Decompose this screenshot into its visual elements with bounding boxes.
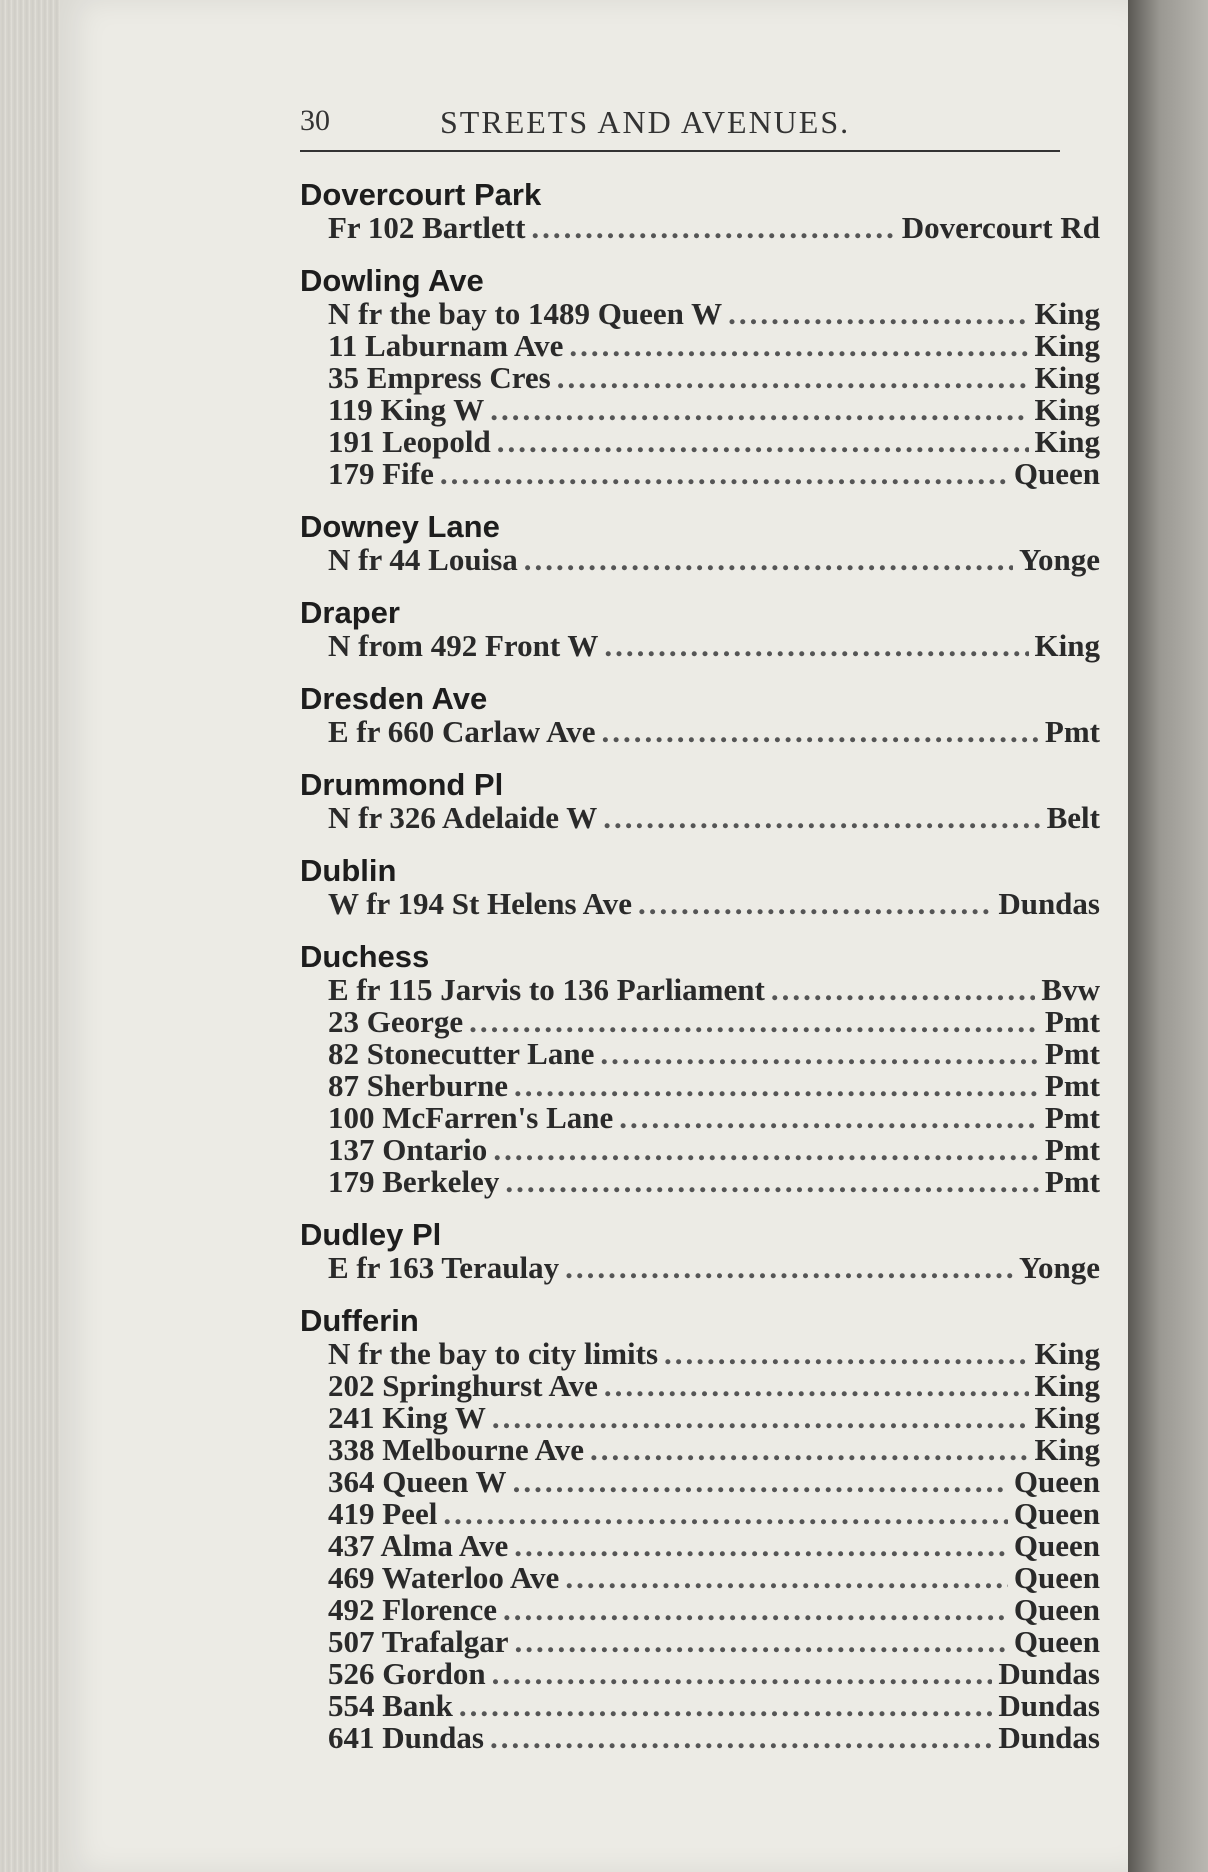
street-entry — [300, 1466, 1100, 1498]
entry-district: Yonge — [1019, 1250, 1100, 1285]
street-entry — [300, 394, 1100, 426]
street-block — [300, 1304, 1100, 1754]
entry-district: Queen — [1013, 456, 1100, 491]
entry-district: King — [1034, 296, 1100, 331]
entry-location: 202 Springhurst Ave — [328, 1368, 598, 1403]
street-entry — [300, 330, 1100, 362]
dot-leader — [565, 1252, 1013, 1284]
entry-district: Queen — [1013, 1560, 1100, 1595]
dot-leader — [531, 212, 895, 244]
street-entry — [300, 1690, 1100, 1722]
entry-location: N fr 326 Adelaide W — [328, 800, 598, 835]
entry-location: 35 Empress Cres — [328, 360, 551, 395]
street-entry — [300, 1252, 1100, 1284]
entry-district: Dundas — [998, 886, 1100, 921]
dot-leader — [440, 458, 1008, 490]
street-entry — [300, 1038, 1100, 1070]
street-name: Dublin — [300, 853, 397, 888]
street-entry — [300, 1338, 1100, 1370]
entry-district: King — [1034, 424, 1100, 459]
dot-leader — [557, 362, 1029, 394]
entry-district: King — [1034, 1336, 1100, 1371]
entry-district: Yonge — [1019, 542, 1100, 577]
entry-location: W fr 194 St Helens Ave — [328, 886, 632, 921]
entry-location: 437 Alma Ave — [328, 1528, 509, 1563]
street-entry — [300, 1134, 1100, 1166]
entry-district: King — [1034, 1400, 1100, 1435]
entry-district: Pmt — [1044, 1036, 1100, 1071]
entry-district: Dundas — [998, 1656, 1100, 1691]
entry-location: 492 Florence — [328, 1592, 498, 1627]
entry-location: Fr 102 Bartlett — [328, 210, 526, 245]
street-entry — [300, 1402, 1100, 1434]
street-entry — [300, 888, 1100, 920]
dot-leader — [513, 1466, 1008, 1498]
dot-leader — [497, 426, 1029, 458]
entry-district: King — [1034, 1368, 1100, 1403]
street-entry — [300, 802, 1100, 834]
dot-leader — [490, 394, 1028, 426]
entry-location: 419 Peel — [328, 1496, 438, 1531]
entry-district: Pmt — [1044, 1132, 1100, 1167]
entry-district: Dundas — [998, 1720, 1100, 1755]
street-name: Dresden Ave — [300, 681, 488, 716]
street-entry — [300, 1166, 1100, 1198]
entry-location: 119 King W — [328, 392, 485, 427]
street-entry — [300, 1434, 1100, 1466]
entry-district: King — [1034, 628, 1100, 663]
entry-district: Pmt — [1044, 1100, 1100, 1135]
entry-district: Dundas — [998, 1688, 1100, 1723]
dot-leader — [443, 1498, 1008, 1530]
street-name: Downey Lane — [300, 509, 500, 544]
dot-leader — [492, 1658, 993, 1690]
entry-location: 469 Waterloo Ave — [328, 1560, 560, 1595]
entry-location: 82 Stonecutter Lane — [328, 1036, 595, 1071]
entry-location: E fr 660 Carlaw Ave — [328, 714, 596, 749]
entry-location: 137 Ontario — [328, 1132, 488, 1167]
street-entry — [300, 1594, 1100, 1626]
street-entry — [300, 1562, 1100, 1594]
dot-leader — [638, 888, 992, 920]
dot-leader — [524, 544, 1013, 576]
entry-location: 87 Sherburne — [328, 1068, 508, 1103]
street-entry — [300, 1070, 1100, 1102]
dot-leader — [492, 1402, 1029, 1434]
street-entry — [300, 1722, 1100, 1754]
entry-location: N from 492 Front W — [328, 628, 599, 663]
street-name: Dudley Pl — [300, 1217, 442, 1252]
dot-leader — [515, 1626, 1008, 1658]
street-entry — [300, 362, 1100, 394]
entry-location: N fr 44 Louisa — [328, 542, 518, 577]
street-entry — [300, 544, 1100, 576]
entry-district: Pmt — [1044, 1004, 1100, 1039]
street-entry — [300, 1102, 1100, 1134]
dot-leader — [493, 1134, 1039, 1166]
page-title: STREETS AND AVENUES. — [440, 104, 851, 140]
page-header — [300, 100, 1060, 152]
entry-district: King — [1034, 360, 1100, 395]
entry-district: Queen — [1013, 1496, 1100, 1531]
street-entry — [300, 212, 1100, 244]
dot-leader — [459, 1690, 992, 1722]
street-entry — [300, 1498, 1100, 1530]
street-entry — [300, 1370, 1100, 1402]
dot-leader — [514, 1530, 1008, 1562]
street-entry — [300, 716, 1100, 748]
dot-leader — [619, 1102, 1039, 1134]
entry-location: 179 Fife — [328, 456, 434, 491]
entry-location: 526 Gordon — [328, 1656, 486, 1691]
street-name: Dovercourt Park — [300, 177, 542, 212]
street-entry — [300, 630, 1100, 662]
street-directory — [300, 178, 1100, 1774]
entry-location: N fr the bay to city limits — [328, 1336, 659, 1371]
street-name: Drummond Pl — [300, 767, 504, 802]
entry-location: 241 King W — [328, 1400, 486, 1435]
dot-leader — [604, 1370, 1029, 1402]
street-entry — [300, 974, 1100, 1006]
street-entry — [300, 426, 1100, 458]
dot-leader — [505, 1166, 1039, 1198]
entry-location: 338 Melbourne Ave — [328, 1432, 585, 1467]
entry-district: Queen — [1013, 1464, 1100, 1499]
entry-location: N fr the bay to 1489 Queen W — [328, 296, 723, 331]
entry-location: E fr 115 Jarvis to 136 Parliament — [328, 972, 765, 1007]
entry-location: 507 Trafalgar — [328, 1624, 509, 1659]
street-block — [300, 854, 1100, 920]
entry-location: 11 Laburnam Ave — [328, 328, 564, 363]
dot-leader — [604, 630, 1028, 662]
entry-district: Pmt — [1044, 714, 1100, 749]
entry-location: 191 Leopold — [328, 424, 491, 459]
entry-location: E fr 163 Teraulay — [328, 1250, 560, 1285]
street-block — [300, 178, 1100, 244]
entry-district: King — [1034, 392, 1100, 427]
dot-leader — [664, 1338, 1028, 1370]
book-spine — [1128, 0, 1208, 1872]
dot-leader — [503, 1594, 1008, 1626]
entry-district: Bvw — [1041, 972, 1100, 1007]
street-name: Dowling Ave — [300, 263, 484, 298]
street-block — [300, 264, 1100, 490]
street-block — [300, 1218, 1100, 1284]
street-entry — [300, 1006, 1100, 1038]
dot-leader — [514, 1070, 1039, 1102]
entry-district: Queen — [1013, 1592, 1100, 1627]
street-entry — [300, 1658, 1100, 1690]
dot-leader — [565, 1562, 1008, 1594]
entry-location: 100 McFarren's Lane — [328, 1100, 614, 1135]
dot-leader — [603, 802, 1040, 834]
street-name: Draper — [300, 595, 400, 630]
entry-district: Queen — [1013, 1624, 1100, 1659]
page-number: 30 — [300, 104, 330, 137]
dot-leader — [771, 974, 1036, 1006]
dot-leader — [490, 1722, 992, 1754]
entry-location: 364 Queen W — [328, 1464, 507, 1499]
entry-location: 641 Dundas — [328, 1720, 484, 1755]
dot-leader — [569, 330, 1028, 362]
dot-leader — [600, 1038, 1039, 1070]
dot-leader — [590, 1434, 1029, 1466]
entry-district: Pmt — [1044, 1068, 1100, 1103]
dot-leader — [601, 716, 1038, 748]
entry-district: Queen — [1013, 1528, 1100, 1563]
street-block — [300, 510, 1100, 576]
entry-district: Belt — [1046, 800, 1100, 835]
entry-location: 23 George — [328, 1004, 464, 1039]
dot-leader — [728, 298, 1028, 330]
entry-location: 179 Berkeley — [328, 1164, 500, 1199]
street-entry — [300, 298, 1100, 330]
street-block — [300, 940, 1100, 1198]
street-entry — [300, 1530, 1100, 1562]
entry-district: Dovercourt Rd — [901, 210, 1100, 245]
street-name: Duchess — [300, 939, 430, 974]
street-block — [300, 768, 1100, 834]
street-block — [300, 596, 1100, 662]
street-block — [300, 682, 1100, 748]
entry-district: King — [1034, 1432, 1100, 1467]
dot-leader — [469, 1006, 1039, 1038]
entry-district: King — [1034, 328, 1100, 363]
street-name: Dufferin — [300, 1303, 419, 1338]
entry-district: Pmt — [1044, 1164, 1100, 1199]
street-entry — [300, 1626, 1100, 1658]
entry-location: 554 Bank — [328, 1688, 453, 1723]
street-entry — [300, 458, 1100, 490]
